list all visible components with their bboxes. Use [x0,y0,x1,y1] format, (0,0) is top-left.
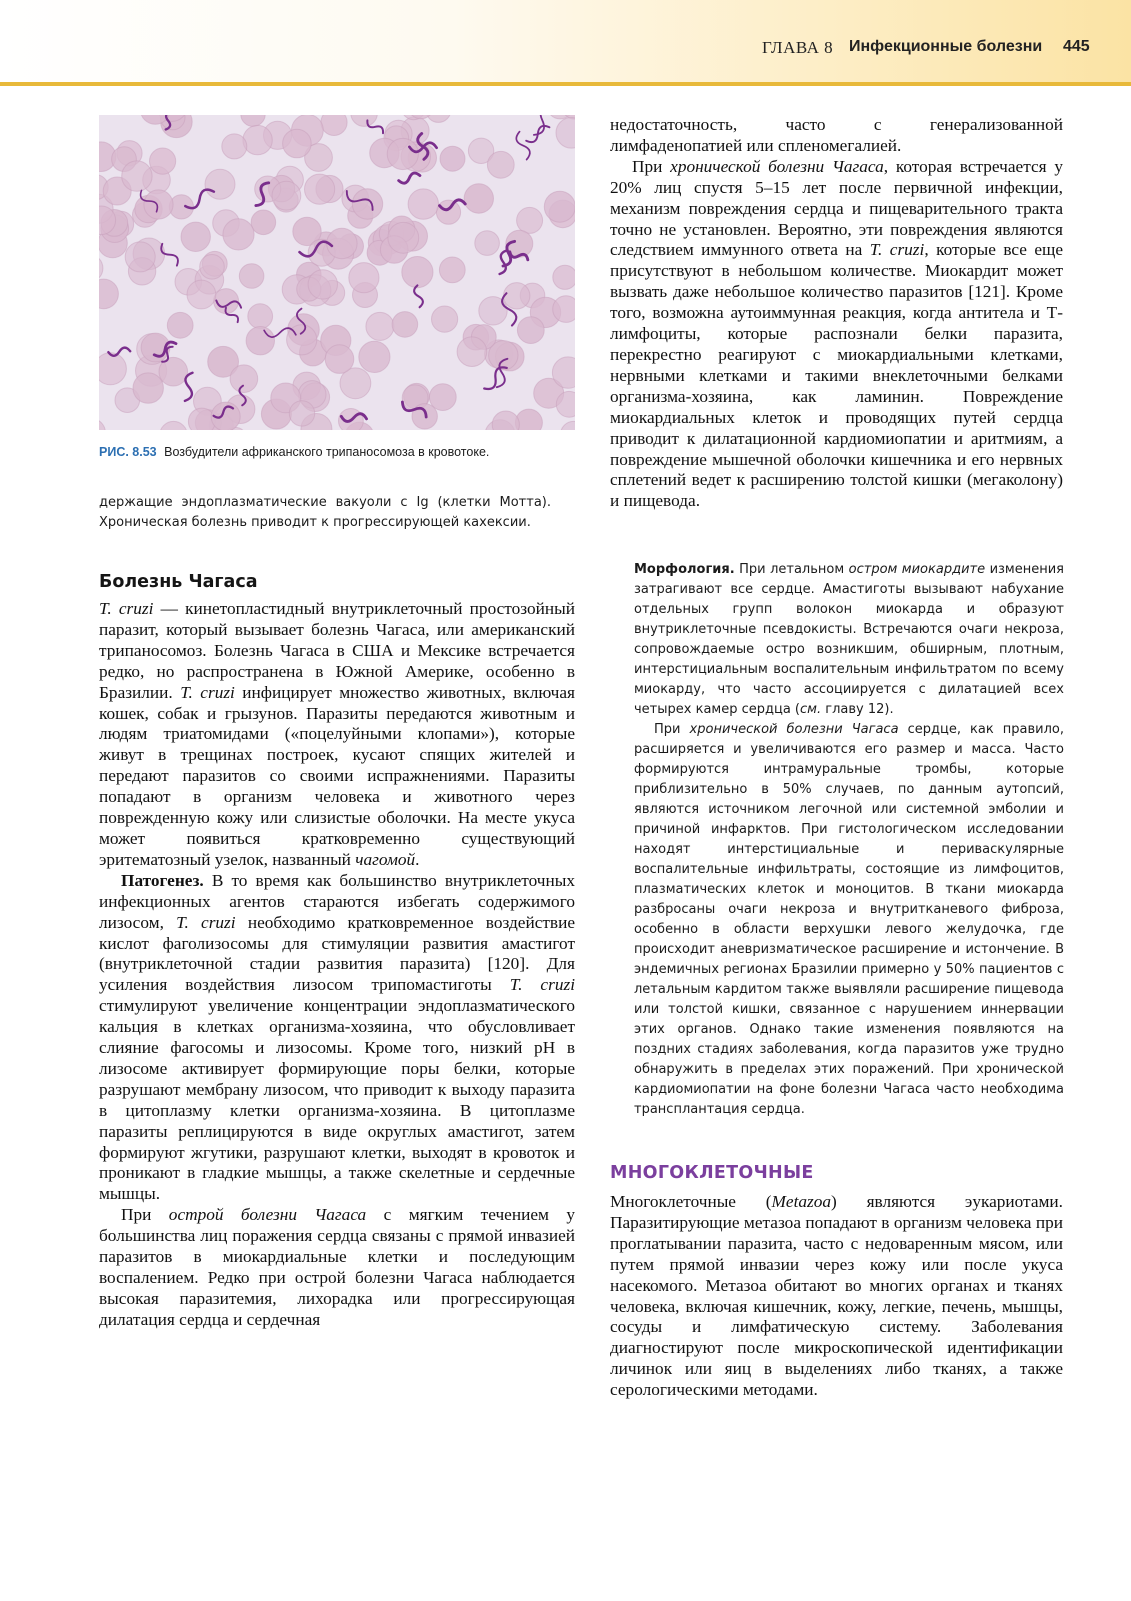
red-blood-cell [487,151,514,178]
text-run: необходимо кратковременное воздействие кислот фаголизосомы для стимуляции развития амастигот (внутриклеточной стадии развития паразита) [120]. Для усиления воздействия лизосом трипомастиготы [99,912,575,995]
red-blood-cell [230,365,258,393]
red-blood-cell [241,115,265,126]
red-blood-cell [308,270,337,299]
red-blood-cell [222,134,247,159]
paragraph [610,1192,1063,1401]
red-blood-cell [251,210,276,235]
red-blood-cell [517,317,544,344]
red-blood-cell [150,148,176,174]
red-blood-cell [272,181,301,210]
trypanosome [108,348,130,356]
paragraph: держащие эндоплазматические вакуоли с Ig (клетки Мотта). Хроническая болезнь приводит к прогрессирующей кахексии. [99,495,551,530]
trypanosome [500,250,507,274]
text-run: , которая встречается у 20% лиц спустя 5–15 лет после первичной инфекции, механизм повреждения сердца и пищеварительного тракта точно не установлен. Вероятно, эти повреждения являются следствием иммунного ответа на [610,156,1063,260]
red-blood-cell [553,296,575,323]
figure-caption-text: Возбудители африканского трипаносомоза в кровотоке. [164,445,490,459]
red-blood-cell [223,219,254,250]
text-run: с мягким течением у большинства лиц поражения сердца связаны с прямой инвазией паразитов в миокардиальные клетки и последующим воспалением. Редко при острой болезни Чагаса наблюдается высокая паразитемия, лихорадка или прогрессирующая дилатация сердца и сердечная [99,1205,575,1329]
red-blood-cell [321,115,347,136]
trypanosome [185,373,193,401]
trypanosome [399,173,420,183]
red-blood-cell [327,228,357,258]
red-blood-cell [125,242,155,272]
micrograph-figure [99,115,575,430]
term: острой болезни Чагаса [168,1205,367,1225]
text-run: сердце, как правило, расширяется и увеличиваются его размер и масса. Часто формируются интрамуральные тромбы, которые приблизительно в 50% случаев, по данным аутопсий, являются источником легочной или системной эмболии и причиной инфарктов. При гистологическом исследовании находят интерстициальные и периваскулярные воспалительные инфильтраты, состоящие из лимфоцитов, плазматических клеток и моноцитов. В ткани миокарда разбросаны очаги некроза и внутритканевого фиброза, особенно в области верхушки левого желудочка, где происходит аневризматическое расширение и истончение. В эндемичных регионах Бразилии примерно у 50% пациентов с летальным кардитом также выявляли расширение пищевода или толстой кишки, связанное с нарушением иннервации этих органов. Однако такие изменения появляются на поздних стадиях заболевания, когда паразитов уже трудно обнаружить в пределах этих поражений. При хронической кардиомиопатии на фоне болезни Чагаса часто необходима трансплантация сердца. [634,722,1065,1117]
blood-smear-image [99,115,575,430]
red-blood-cell [556,118,575,149]
text-run: — кинетопластидный внутриклеточный простозойный паразит, который вызывает болезнь Чагаса, или американский трипаносомоз. Болезнь Чагаса в США и Мексике встречается редко, но распространена в Южной Америке, особенно в Бразилии. [99,599,575,702]
paragraph: недостаточность, часто с генерализованной лимфаденопатией или спленомегалией. [610,115,1063,155]
text-run: ) являются эукариотами. Паразитирующие метазоа попадают в организм человека при проглатывании паразита, часто с недоваренным мясом, или путем прямой инвазии через кожу или после укуса насекомого. Метазоа обитают во многих органах и тканях человека, включая кишечник, кожу, легкие, печень, мышцы, сосуды и лимфатическую систему. Заболевания диагностируют после микроскопической идентификации личинок или яиц в выделениях либо тканях, а также серологическими методами. [610,1192,1063,1400]
red-blood-cell [412,404,437,429]
red-blood-cell [144,190,173,219]
red-blood-cell [432,306,458,332]
red-blood-cell [99,254,103,282]
text-run: При летальном [734,562,849,577]
red-blood-cell [359,341,390,372]
trypanosome [484,367,507,389]
red-blood-cell [160,421,188,430]
red-blood-cell [246,327,274,355]
red-blood-cell [439,257,465,283]
trypanosome [534,115,551,135]
red-blood-cell [99,279,118,309]
red-blood-cell [349,263,379,293]
red-blood-cell [475,231,500,256]
term: T. cruzi [99,599,154,618]
trypanosome [526,126,549,142]
red-blood-cell [133,373,163,403]
figure-label: РИС. 8.53 [99,445,157,459]
text-run: стимулируют увеличение концентрации эндоплазматического кальция в клетках организма-хозяина, что обусловливает слияние фагосомы и лизосомы. Кроме того, низкий pH в лизосоме активирует формирующие поры белки, которые разрушают мембрану лизосом, что приводит к выходу паразита в цитоплазму клетки организма-хозяина. В цитоплазме паразиты реплицируются в виде округлых амастигот, затем формируют жгутики, разрушают клетки, выходят в кровоток и проникают в гладкие мышцы, а также скелетные и сердечные мышцы. [99,996,575,1204]
term: T. cruzi [869,240,925,260]
paragraph [99,599,575,871]
red-blood-cell [239,264,264,289]
text-run: , которые все еще присутствуют в небольшом количестве. Миокардит может вызвать даже небольшое количество паразитов [121]. Кроме того, возможна аутоиммунная реакция, когда антитела и Т-лимфоциты, которые распознали белки паразита, перекрестно реагируют с миокардиальными клетками, нервными клетками и такими внеклеточными белками организма-хозяина, как ламинин. Повреждение миокардиальных клеток и проводящих путей сердца приводит к дилатационной кардиомиопатии и аритмиям, а повреждение мышечной оболочки кишечника и его нервных сплетений ведет к расширению толстой кишки (мегаколону) и пищевода. [610,240,1064,511]
paragraph [610,157,1063,512]
term: T. cruzi [509,975,575,995]
red-blood-cell [248,304,273,329]
red-blood-cell [243,125,272,154]
text-run: В то время как большинство внутриклеточных инфекционных агентов стараются избегать содержимого лизосом, [99,870,575,932]
red-blood-cell [392,312,418,338]
text-run: При [121,1205,169,1225]
red-blood-cell [99,353,126,385]
red-blood-cell [181,222,210,251]
section-heading-multicellular: МНОГОКЛЕТОЧНЫЕ [610,1163,814,1183]
red-blood-cell [561,421,576,430]
red-blood-cell [325,345,354,374]
red-blood-cell [544,191,575,222]
red-blood-cell [122,161,152,191]
red-blood-cell [492,411,519,430]
red-blood-cell [426,115,451,122]
red-blood-cell [167,312,193,338]
red-blood-cell [457,337,487,367]
chagas-text [99,599,575,1331]
term: хронической болезни Чагаса [670,156,884,176]
term: остром миокардите [848,562,986,577]
trypanosome [516,132,530,160]
red-blood-cell [283,129,312,158]
red-blood-cell [387,138,418,169]
red-blood-cell [289,401,314,426]
text-run: инфицирует множество животных, включая кошек, собак и грызунов. Паразиты передаются животным и людям триатомидами («поцелуйными клопами»), которые живут в трещинах построек, кусают спящих жителей и передают паразитов со своими испражнениями. Паразиты попадают в организм человека и животного через поврежденную кожу или слизистые оболочки. На месте укуса может появиться кратковременно существующий эритематозный узелок, названный [99,682,575,869]
red-blood-cell [408,189,438,219]
right-text [610,115,1063,512]
term: T. cruzi [176,912,236,932]
left-continued-text [99,493,551,533]
run-in-heading: Патогенез. [121,870,204,890]
term: T. cruzi [180,682,235,702]
red-blood-cell [366,312,394,340]
red-blood-cell [436,200,460,224]
text-run: Многоклеточные ( [610,1192,772,1211]
red-blood-cell [352,189,382,219]
paragraph [634,560,1064,720]
section-heading-chagas: Болезнь Чагаса [99,572,258,592]
text-run: главу 12). [821,702,894,717]
chapter-title: Инфекционные болезни [849,38,1043,55]
red-blood-cell [99,418,105,430]
text-run: . [415,849,420,869]
text-run: При [654,722,690,737]
chapter-label: ГЛАВА 8 [762,38,834,57]
red-blood-cell [517,207,543,233]
page-number: 445 [1063,38,1090,55]
red-blood-cell [388,222,419,253]
red-blood-cell [187,280,216,309]
term: Metazoa [771,1192,832,1211]
red-blood-cell [200,255,225,280]
term: чагомой [355,849,416,869]
text-run: При [632,156,671,176]
paragraph [99,871,575,1206]
trypanosome [414,285,423,307]
paragraph [634,720,1064,1120]
term: хронической болезни Чагаса [689,722,899,737]
multicellular-text [610,1192,1063,1401]
red-blood-cell [440,146,465,171]
morphology-box [634,560,1064,1120]
red-blood-cell [305,174,335,204]
red-blood-cell [464,184,493,213]
paragraph [99,1205,575,1330]
red-blood-cell [351,115,378,126]
red-blood-cell [504,283,530,309]
figure-caption [99,445,579,459]
red-blood-cell [553,265,575,289]
term: см. [800,702,822,717]
red-blood-cell [402,257,433,288]
red-blood-cell [205,169,235,199]
run-in-heading: Морфология. [634,562,735,577]
text-run: изменения затрагивают все сердце. Амастиготы вызывают набухание отдельных групп волокон миокарда и образуют внутриклеточные псевдокисты. Встречаются очаги некроза, сопровождаемые остро возникшим, обширным, плотным, интерстициальным воспалительным инфильтратом по всему миокарду, что часто ассоциируется с дилатацией всех четырех камер сердца ( [634,562,1064,717]
running-header [0,0,1131,86]
